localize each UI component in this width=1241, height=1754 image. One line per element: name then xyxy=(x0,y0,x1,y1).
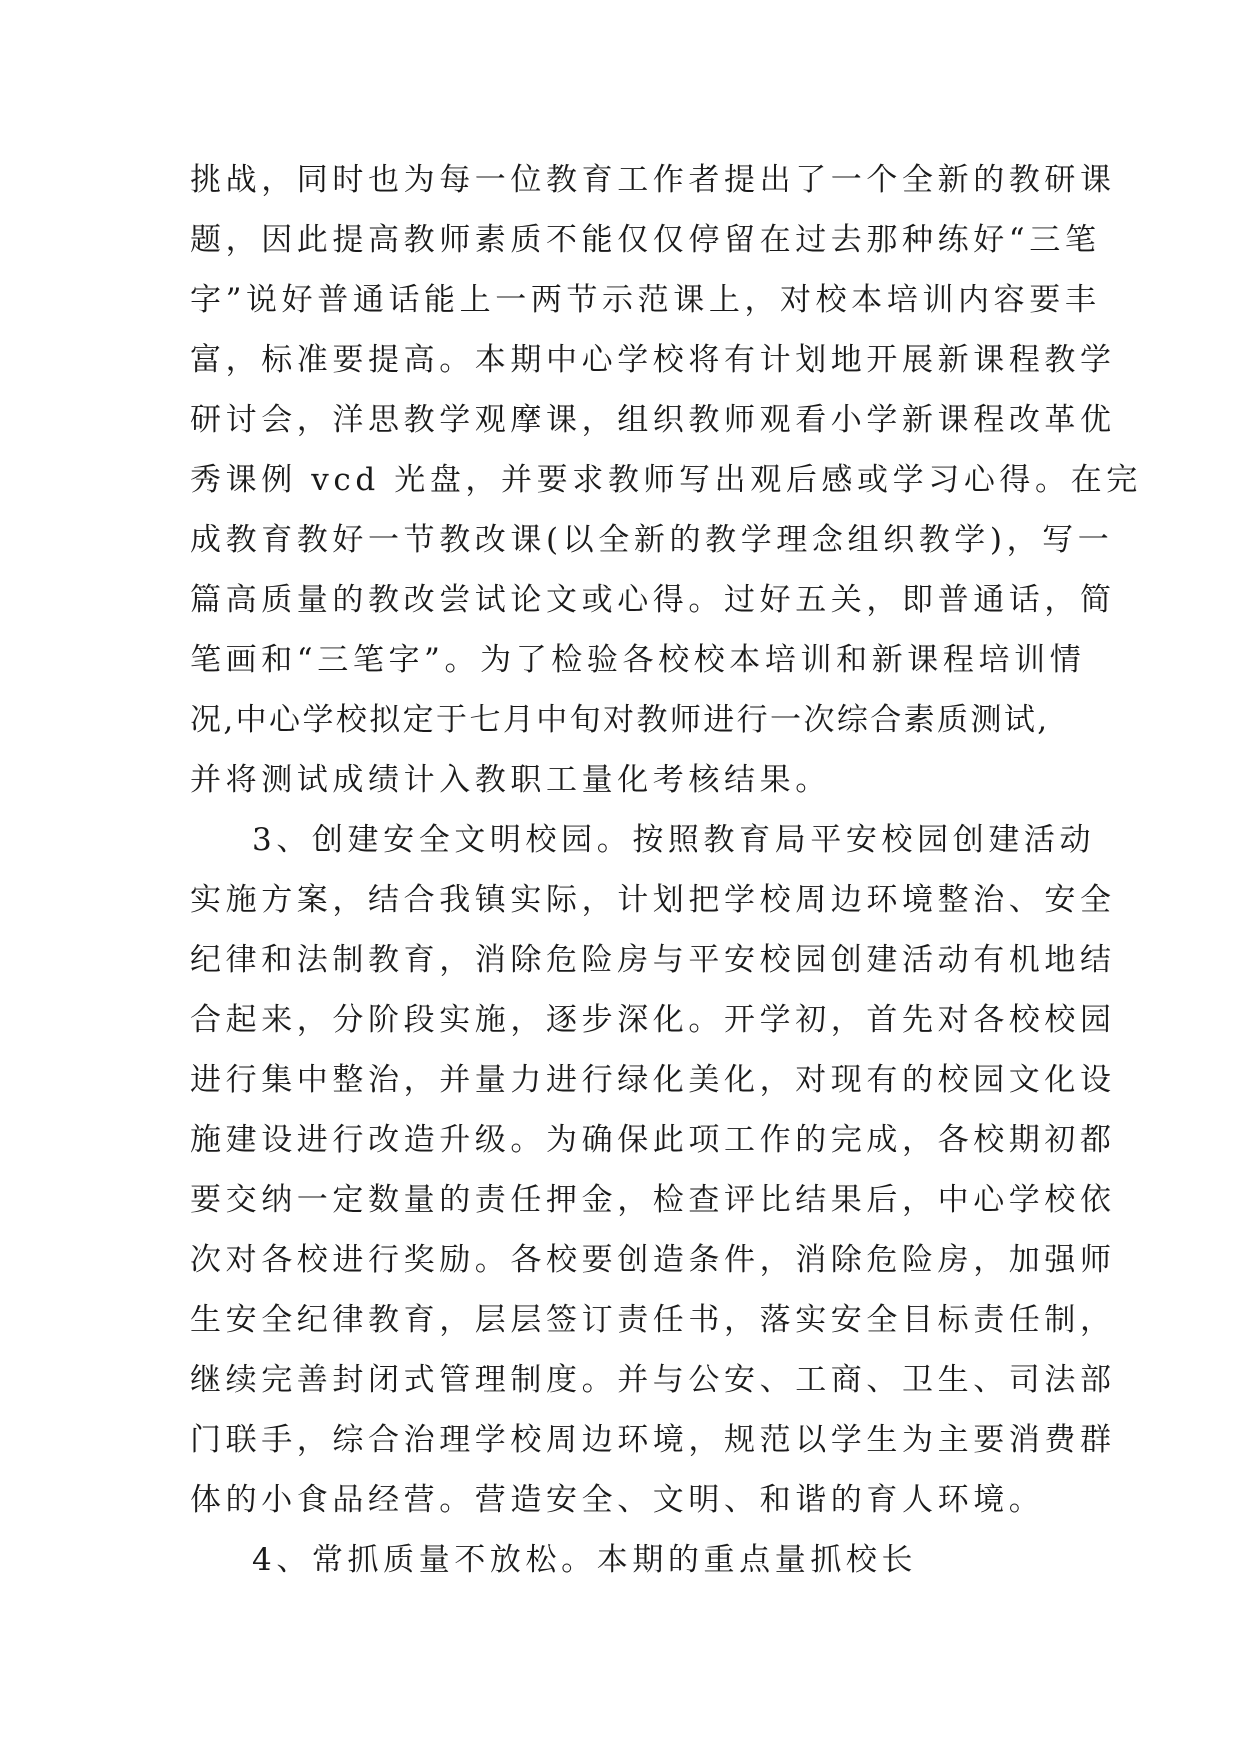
text-line: 要交纳一定数量的责任押金，检查评比结果后，中心学校依 xyxy=(190,1182,1116,1218)
text-line: 笔画和“三笔字”。为了检验各校校本培训和新课程培训情 xyxy=(190,642,1086,678)
text-line: 篇高质量的教改尝试论文或心得。过好五关，即普通话，简 xyxy=(190,582,1116,618)
text-line: 实施方案，结合我镇实际，计划把学校周边环境整治、安全 xyxy=(190,882,1116,918)
text-line: 并将测试成绩计入教职工量化考核结果。 xyxy=(190,762,831,798)
text-line: 研讨会，洋思教学观摩课，组织教师观看小学新课程改革优 xyxy=(190,402,1116,438)
text-line: 富，标准要提高。本期中心学校将有计划地开展新课程教学 xyxy=(190,342,1116,378)
text-line: 体的小食品经营。营造安全、文明、和谐的育人环境。 xyxy=(190,1482,1045,1518)
text-line: 进行集中整治，并量力进行绿化美化，对现有的校园文化设 xyxy=(190,1062,1116,1098)
text-line: 次对各校进行奖励。各校要创造条件，消除危险房，加强师 xyxy=(190,1242,1116,1278)
text-line: 合起来，分阶段实施，逐步深化。开学初，首先对各校校园 xyxy=(190,1002,1116,1038)
body-text xyxy=(190,150,1142,1590)
text-line: 施建设进行改造升级。为确保此项工作的完成，各校期初都 xyxy=(190,1122,1116,1158)
text-line: 门联手，综合治理学校周边环境，规范以学生为主要消费群 xyxy=(190,1422,1116,1458)
text-line: 字”说好普通话能上一两节示范课上，对校本培训内容要丰 xyxy=(190,282,1101,318)
text-line: 继续完善封闭式管理制度。并与公安、工商、卫生、司法部 xyxy=(190,1362,1116,1398)
paragraph-3-first-line: 3、创建安全文明校园。按照教育局平安校园创建活动 xyxy=(252,822,1096,858)
text-line: 挑战，同时也为每一位教育工作者提出了一个全新的教研课 xyxy=(190,162,1116,198)
text-line: 秀课例 vcd 光盘，并要求教师写出观后感或学习心得。在完 xyxy=(190,462,1142,498)
text-line: 生安全纪律教育，层层签订责任书，落实安全目标责任制， xyxy=(190,1302,1116,1338)
paragraph-4-first-line: 4、常抓质量不放松。本期的重点量抓校长 xyxy=(252,1542,918,1578)
text-line: 题，因此提高教师素质不能仅仅停留在过去那种练好“三笔 xyxy=(190,222,1101,258)
text-line: 况,中心学校拟定于七月中旬对教师进行一次综合素质测试, xyxy=(190,702,1050,738)
text-line: 纪律和法制教育，消除危险房与平安校园创建活动有机地结 xyxy=(190,942,1116,978)
text-line: 成教育教好一节教改课(以全新的教学理念组织教学)，写一 xyxy=(190,522,1114,558)
